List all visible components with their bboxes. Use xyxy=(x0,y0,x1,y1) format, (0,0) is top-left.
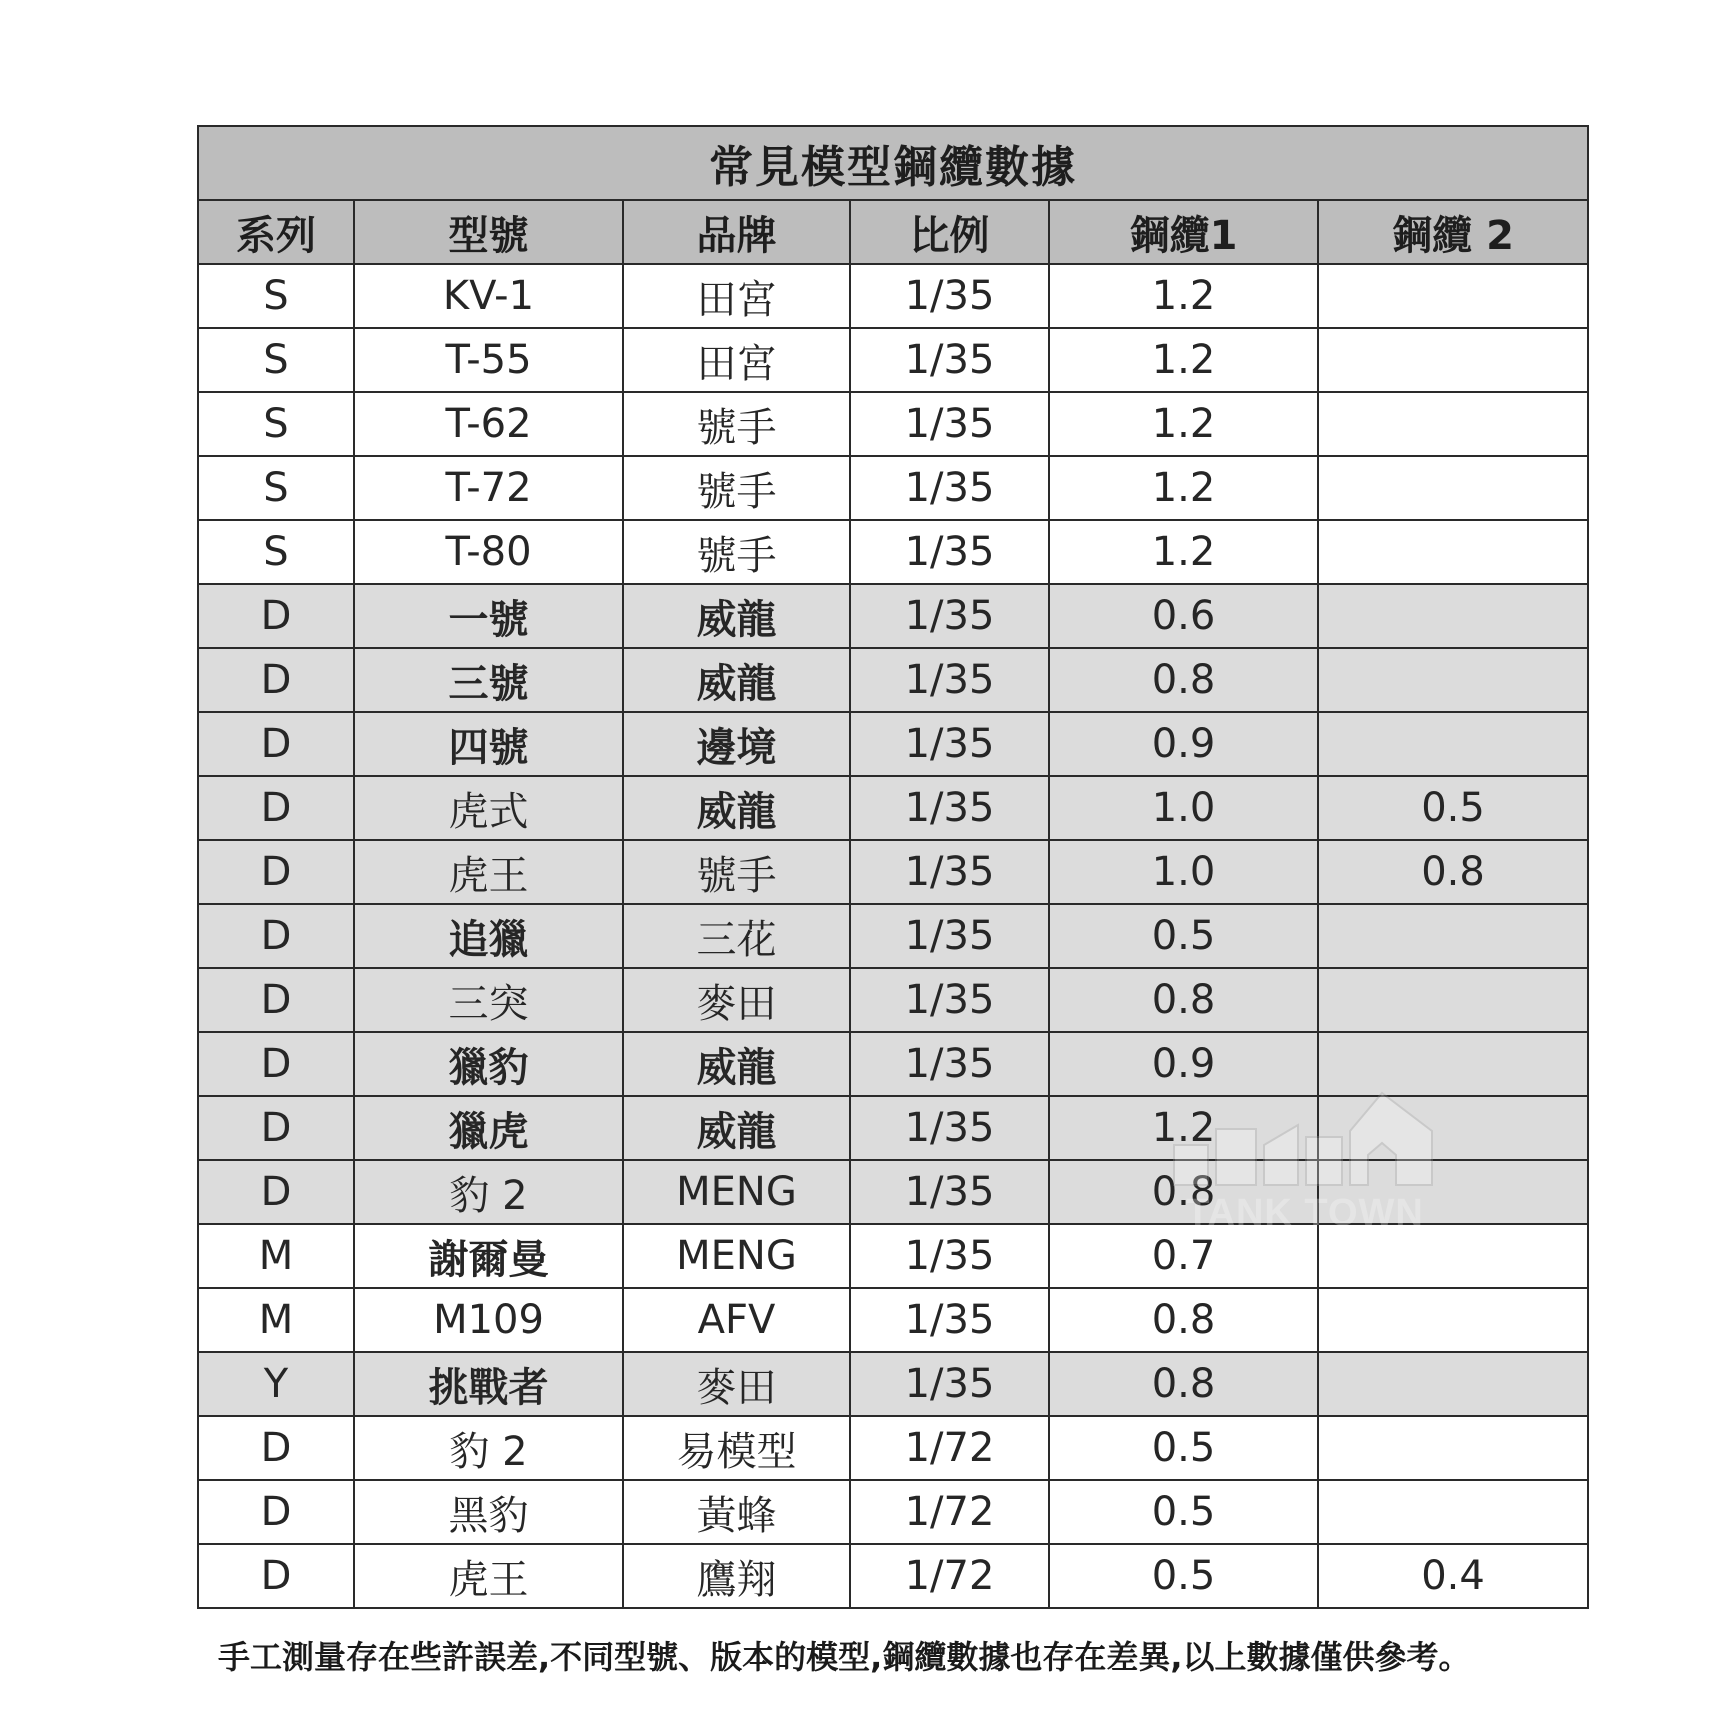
cell-brand: 威龍 xyxy=(623,1096,850,1160)
cell-cable-2 xyxy=(1318,648,1588,712)
cell-cable-2 xyxy=(1318,456,1588,520)
cell-model: T-55 xyxy=(354,328,623,392)
cell-scale: 1/35 xyxy=(850,456,1049,520)
table-row xyxy=(198,1160,1588,1224)
cell-brand: AFV xyxy=(623,1288,850,1352)
cell-cable-1: 0.5 xyxy=(1049,1544,1318,1608)
cell-brand: MENG xyxy=(623,1160,850,1224)
cell-brand: 威龍 xyxy=(623,648,850,712)
cell-scale: 1/35 xyxy=(850,264,1049,328)
cell-brand: 號手 xyxy=(623,392,850,456)
cell-scale: 1/35 xyxy=(850,392,1049,456)
cell-cable-1: 0.5 xyxy=(1049,904,1318,968)
cell-model: 豹 2 xyxy=(354,1160,623,1224)
cell-brand: 麥田 xyxy=(623,1352,850,1416)
cell-cable-1: 0.6 xyxy=(1049,584,1318,648)
cell-cable-1: 1.2 xyxy=(1049,392,1318,456)
cell-model: 三號 xyxy=(354,648,623,712)
table-row xyxy=(198,456,1588,520)
table-body xyxy=(198,264,1588,1608)
cell-brand: 威龍 xyxy=(623,584,850,648)
cell-cable-1: 1.2 xyxy=(1049,520,1318,584)
cell-series: D xyxy=(198,1544,354,1608)
cell-cable-2 xyxy=(1318,968,1588,1032)
cell-series: D xyxy=(198,776,354,840)
cell-cable-1: 1.2 xyxy=(1049,328,1318,392)
cell-series: M xyxy=(198,1288,354,1352)
cell-model: 虎王 xyxy=(354,1544,623,1608)
cell-scale: 1/35 xyxy=(850,1352,1049,1416)
cell-cable-1: 0.8 xyxy=(1049,968,1318,1032)
cell-cable-1: 1.2 xyxy=(1049,264,1318,328)
cable-data-table xyxy=(197,125,1589,1609)
cell-cable-2 xyxy=(1318,712,1588,776)
cell-scale: 1/72 xyxy=(850,1544,1049,1608)
header-brand: 品牌 xyxy=(623,200,850,264)
cell-model: 獵虎 xyxy=(354,1096,623,1160)
cell-cable-2 xyxy=(1318,1480,1588,1544)
cell-scale: 1/72 xyxy=(850,1416,1049,1480)
cell-cable-1: 0.8 xyxy=(1049,648,1318,712)
cell-series: D xyxy=(198,1096,354,1160)
cell-scale: 1/35 xyxy=(850,968,1049,1032)
cell-model: 一號 xyxy=(354,584,623,648)
cell-brand: MENG xyxy=(623,1224,850,1288)
cell-scale: 1/35 xyxy=(850,520,1049,584)
cell-cable-2 xyxy=(1318,904,1588,968)
cell-model: KV-1 xyxy=(354,264,623,328)
table-row xyxy=(198,968,1588,1032)
cell-brand: 威龍 xyxy=(623,1032,850,1096)
cell-series: D xyxy=(198,1032,354,1096)
cell-cable-2 xyxy=(1318,1352,1588,1416)
cell-scale: 1/35 xyxy=(850,1032,1049,1096)
cell-series: D xyxy=(198,1160,354,1224)
header-model: 型號 xyxy=(354,200,623,264)
cell-model: 虎王 xyxy=(354,840,623,904)
cell-scale: 1/35 xyxy=(850,840,1049,904)
header-series: 系列 xyxy=(198,200,354,264)
cell-cable-2 xyxy=(1318,1160,1588,1224)
cell-series: D xyxy=(198,1480,354,1544)
cell-cable-1: 0.8 xyxy=(1049,1160,1318,1224)
cell-scale: 1/35 xyxy=(850,648,1049,712)
cell-scale: 1/72 xyxy=(850,1480,1049,1544)
cell-model: 謝爾曼 xyxy=(354,1224,623,1288)
cell-series: D xyxy=(198,968,354,1032)
cell-cable-2 xyxy=(1318,1288,1588,1352)
cell-series: D xyxy=(198,648,354,712)
cell-model: M109 xyxy=(354,1288,623,1352)
cell-cable-2: 0.4 xyxy=(1318,1544,1588,1608)
cell-cable-1: 0.8 xyxy=(1049,1352,1318,1416)
cell-series: S xyxy=(198,520,354,584)
cell-cable-1: 1.0 xyxy=(1049,840,1318,904)
table-row xyxy=(198,328,1588,392)
cell-brand: 邊境 xyxy=(623,712,850,776)
cell-scale: 1/35 xyxy=(850,776,1049,840)
cell-scale: 1/35 xyxy=(850,328,1049,392)
watermark-text: TANK TOWN xyxy=(1186,1192,1424,1234)
cell-brand: 黃蜂 xyxy=(623,1480,850,1544)
cell-cable-2 xyxy=(1318,1224,1588,1288)
table-row xyxy=(198,1096,1588,1160)
table-row xyxy=(198,712,1588,776)
cell-brand: 易模型 xyxy=(623,1416,850,1480)
cell-model: 四號 xyxy=(354,712,623,776)
table-row xyxy=(198,584,1588,648)
table-row xyxy=(198,1416,1588,1480)
cell-series: D xyxy=(198,840,354,904)
cell-scale: 1/35 xyxy=(850,1096,1049,1160)
cell-cable-2: 0.5 xyxy=(1318,776,1588,840)
table-row xyxy=(198,1352,1588,1416)
table-row xyxy=(198,1224,1588,1288)
cell-cable-1: 0.5 xyxy=(1049,1480,1318,1544)
cell-cable-2 xyxy=(1318,1032,1588,1096)
cell-model: 虎式 xyxy=(354,776,623,840)
table-row xyxy=(198,1480,1588,1544)
cell-cable-2 xyxy=(1318,520,1588,584)
cell-cable-1: 1.0 xyxy=(1049,776,1318,840)
cell-scale: 1/35 xyxy=(850,1288,1049,1352)
table-row xyxy=(198,520,1588,584)
cell-cable-1: 0.9 xyxy=(1049,712,1318,776)
table-row xyxy=(198,1032,1588,1096)
cell-series: S xyxy=(198,392,354,456)
table-row xyxy=(198,648,1588,712)
cell-brand: 三花 xyxy=(623,904,850,968)
cell-series: S xyxy=(198,456,354,520)
cell-model: T-62 xyxy=(354,392,623,456)
cell-cable-1: 1.2 xyxy=(1049,1096,1318,1160)
cell-model: 挑戰者 xyxy=(354,1352,623,1416)
cell-brand: 田宮 xyxy=(623,328,850,392)
header-cable-2: 鋼纜 2 xyxy=(1318,200,1588,264)
cell-series: Y xyxy=(198,1352,354,1416)
cell-series: D xyxy=(198,584,354,648)
table-row xyxy=(198,840,1588,904)
cell-cable-2 xyxy=(1318,264,1588,328)
cell-model: T-80 xyxy=(354,520,623,584)
cell-series: D xyxy=(198,904,354,968)
cell-brand: 威龍 xyxy=(623,776,850,840)
cell-brand: 鷹翔 xyxy=(623,1544,850,1608)
header-scale: 比例 xyxy=(850,200,1049,264)
cell-model: 黑豹 xyxy=(354,1480,623,1544)
table-row xyxy=(198,264,1588,328)
cell-model: T-72 xyxy=(354,456,623,520)
cell-cable-2 xyxy=(1318,1096,1588,1160)
cell-scale: 1/35 xyxy=(850,712,1049,776)
header-cable-1: 鋼纜1 xyxy=(1049,200,1318,264)
cell-series: D xyxy=(198,1416,354,1480)
cell-cable-2: 0.8 xyxy=(1318,840,1588,904)
cell-cable-1: 0.7 xyxy=(1049,1224,1318,1288)
table-row xyxy=(198,1288,1588,1352)
cell-cable-1: 1.2 xyxy=(1049,456,1318,520)
cell-cable-2 xyxy=(1318,584,1588,648)
cell-cable-1: 0.8 xyxy=(1049,1288,1318,1352)
cell-cable-1: 0.9 xyxy=(1049,1032,1318,1096)
table-row xyxy=(198,1544,1588,1608)
cell-scale: 1/35 xyxy=(850,1224,1049,1288)
cell-brand: 麥田 xyxy=(623,968,850,1032)
table-row xyxy=(198,776,1588,840)
table-row xyxy=(198,392,1588,456)
cell-brand: 號手 xyxy=(623,456,850,520)
cell-brand: 號手 xyxy=(623,520,850,584)
cable-data-table-container xyxy=(197,125,1587,1609)
cell-series: D xyxy=(198,712,354,776)
footnote: 手工測量存在些許誤差,不同型號、版本的模型,鋼纜數據也存在差異,以上數據僅供參考。 xyxy=(218,1638,1471,1676)
cell-model: 獵豹 xyxy=(354,1032,623,1096)
cell-model: 豹 2 xyxy=(354,1416,623,1480)
cell-model: 三突 xyxy=(354,968,623,1032)
cell-series: S xyxy=(198,328,354,392)
cell-scale: 1/35 xyxy=(850,584,1049,648)
cell-brand: 號手 xyxy=(623,840,850,904)
table-title: 常見模型鋼纜數據 xyxy=(198,126,1588,200)
cell-cable-1: 0.5 xyxy=(1049,1416,1318,1480)
cell-model: 追獵 xyxy=(354,904,623,968)
cell-scale: 1/35 xyxy=(850,904,1049,968)
cell-series: S xyxy=(198,264,354,328)
cell-cable-2 xyxy=(1318,392,1588,456)
table-row xyxy=(198,904,1588,968)
table-header-row xyxy=(198,200,1588,264)
cell-brand: 田宮 xyxy=(623,264,850,328)
cell-scale: 1/35 xyxy=(850,1160,1049,1224)
cell-series: M xyxy=(198,1224,354,1288)
cell-cable-2 xyxy=(1318,1416,1588,1480)
cell-cable-2 xyxy=(1318,328,1588,392)
